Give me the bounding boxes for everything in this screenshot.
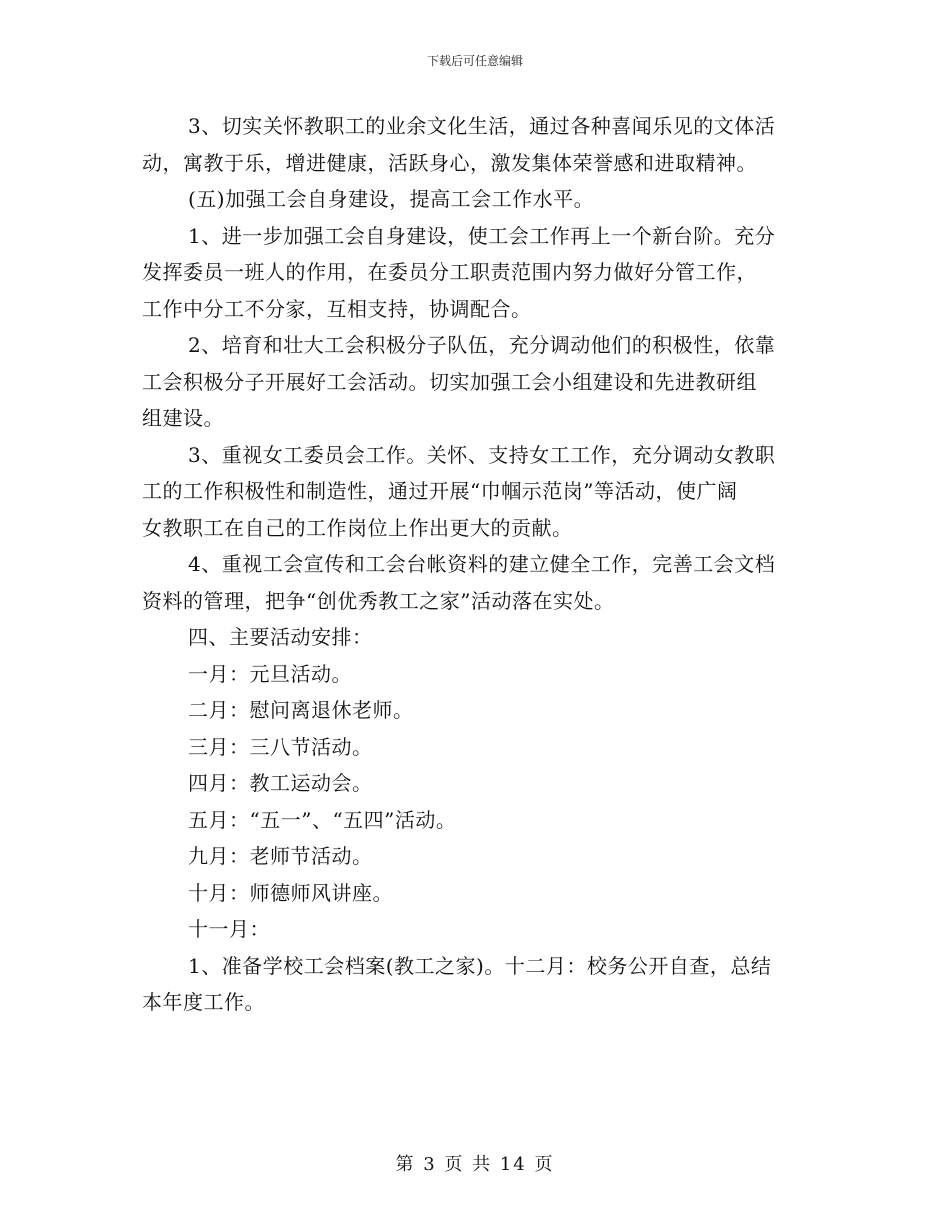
text-line: 资料的管理，把争“创优秀教工之家”活动落在实处。 — [142, 588, 615, 613]
text-line: 3、重视女工委员会工作。关怀、支持女工工作，充分调动女教职 — [188, 442, 776, 467]
schedule-item: 十一月： — [188, 917, 270, 941]
document-body — [142, 108, 812, 1021]
text-line: 4、重视工会宣传和工会台帐资料的建立健全工作，完善工会文档 — [188, 552, 776, 576]
text-line: 组建设。 — [142, 406, 224, 430]
text-line: 2、培育和壮大工会积极分子队伍，充分调动他们的积极性，依靠 — [188, 333, 776, 357]
page-header: 下载后可任意编辑 — [426, 54, 523, 68]
text-line: 3、切实关怀教职工的业余文化生活，通过各种喜闻乐见的文体活 — [188, 114, 776, 138]
text-line: 本年度工作。 — [142, 990, 265, 1014]
schedule-item: 九月：老师节活动。 — [188, 844, 373, 868]
text-line: 发挥委员一班人的作用，在委员分工职责范围内努力做好分管工作， — [142, 260, 757, 284]
text-line: 1、进一步加强工会自身建设，使工会工作再上一个新台阶。充分 — [188, 223, 776, 248]
text-line: 1、准备学校工会档案(教工之家)。十二月：校务公开自查，总结 — [188, 953, 772, 978]
schedule-item: 二月：慰问离退休老师。 — [188, 698, 414, 722]
section-heading: (五)加强工会自身建设，提高工会工作水平。 — [188, 187, 595, 211]
schedule-item: 四月：教工运动会。 — [188, 771, 373, 795]
schedule-item: 十月：师德师风讲座。 — [188, 880, 393, 905]
section-heading: 四、主要活动安排： — [188, 625, 373, 649]
text-line: 工作中分工不分家，互相支持，协调配合。 — [142, 296, 532, 321]
text-line: 动，寓教于乐，增进健康，活跃身心，激发集体荣誉感和进取精神。 — [142, 150, 757, 175]
page-number: 第 3 页 共 14 页 — [395, 1154, 555, 1175]
schedule-item: 一月：元旦活动。 — [188, 661, 352, 686]
schedule-item: 五月：“五一”、“五四”活动。 — [188, 807, 457, 832]
schedule-item: 三月：三八节活动。 — [188, 734, 373, 759]
text-line: 工的工作积极性和制造性，通过开展“巾帼示范岗”等活动，使广阔 — [142, 479, 738, 503]
text-line: 工会积极分子开展好工会活动。切实加强工会小组建设和先进教研组 — [142, 369, 757, 394]
text-line: 女教职工在自己的工作岗位上作出更大的贡献。 — [142, 515, 573, 540]
